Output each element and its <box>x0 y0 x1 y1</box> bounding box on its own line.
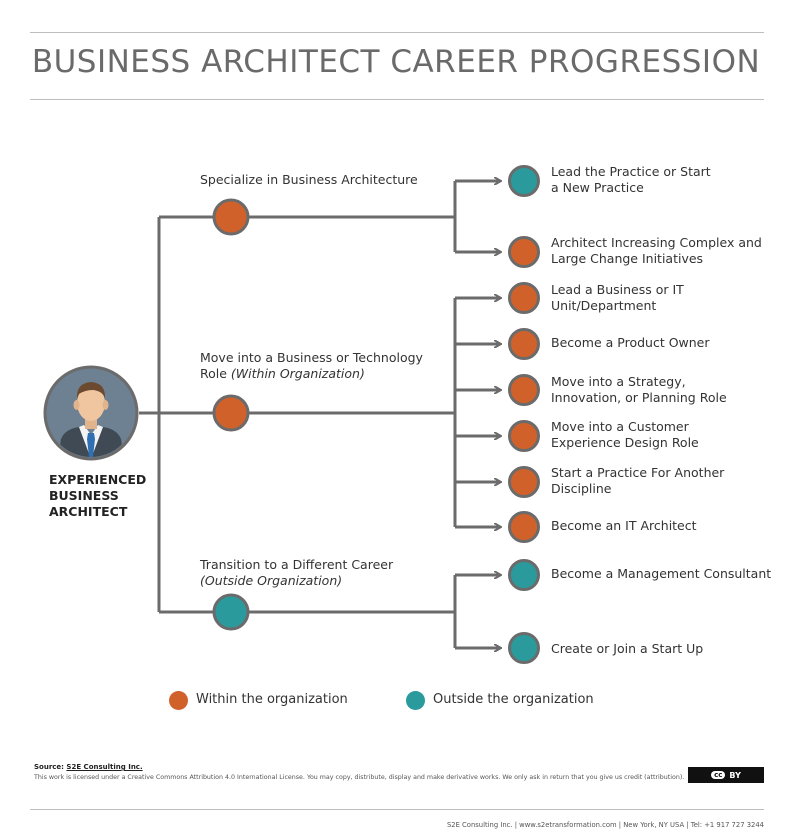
footer-rule <box>30 809 764 810</box>
license-text: This work is licensed under a Creative Commons Attribution 4.0 International License. You may copy, distribute, display and make derivative works. We only ask in return that you give us credit (attribution). <box>34 774 685 781</box>
root-label: EXPERIENCED BUSINESS ARCHITECT <box>49 472 147 519</box>
legend-outside-swatch <box>406 691 425 710</box>
leaf-label-lead-practice: Lead the Practice or Start a New Practice <box>551 164 711 195</box>
leaf-label-it-architect: Become an IT Architect <box>551 518 697 533</box>
leaf-label-architect-complex: Architect Increasing Complex and Large Change Initiatives <box>551 235 762 266</box>
source-line: Source: S2E Consulting Inc. <box>34 763 143 771</box>
leaf-node <box>510 167 539 196</box>
branch-label-move-into-role: Move into a Business or Technology Role (Within Organization) <box>200 350 423 381</box>
branch-node <box>214 595 248 629</box>
footer-contact: S2E Consulting Inc. | www.s2etransformation.com | New York, NY USA | Tel: +1 917 727 3244 <box>446 821 764 829</box>
leaf-label-management-consultant: Become a Management Consultant <box>551 566 772 581</box>
leaf-node <box>510 284 539 313</box>
leaf-node <box>510 513 539 542</box>
leaf-node <box>510 238 539 267</box>
legend-within-label: Within the organization <box>196 692 348 707</box>
leaf-label-lead-unit: Lead a Business or IT Unit/Department <box>551 282 684 313</box>
leaf-label-customer-experience: Move into a Customer Experience Design Role <box>551 419 699 450</box>
branch-node <box>214 396 248 430</box>
leaf-label-another-discipline: Start a Practice For Another Discipline <box>551 465 725 496</box>
leaf-node <box>510 561 539 590</box>
page-title: BUSINESS ARCHITECT CAREER PROGRESSION <box>31 44 761 80</box>
leaf-label-strategy: Move into a Strategy, Innovation, or Planning Role <box>551 374 727 405</box>
branch-label-specialize: Specialize in Business Architecture <box>200 172 418 187</box>
source-link[interactable]: S2E Consulting Inc. <box>66 763 143 771</box>
leaf-node <box>510 468 539 497</box>
avatar <box>43 365 139 461</box>
leaf-node <box>510 330 539 359</box>
leaf-node <box>510 376 539 405</box>
leaf-node <box>510 422 539 451</box>
leaf-node <box>510 634 539 663</box>
businessman-icon <box>43 365 139 461</box>
leaf-label-start-up: Create or Join a Start Up <box>551 641 704 656</box>
branch-label-transition: Transition to a Different Career (Outside Organization) <box>200 557 394 588</box>
legend-within-swatch <box>169 691 188 710</box>
cc-icon: cc <box>711 771 725 779</box>
legend-outside-label: Outside the organization <box>433 692 594 707</box>
creative-commons-badge[interactable]: cc BY <box>688 767 764 783</box>
leaf-label-product-owner: Become a Product Owner <box>551 335 710 350</box>
branch-node <box>214 200 248 234</box>
